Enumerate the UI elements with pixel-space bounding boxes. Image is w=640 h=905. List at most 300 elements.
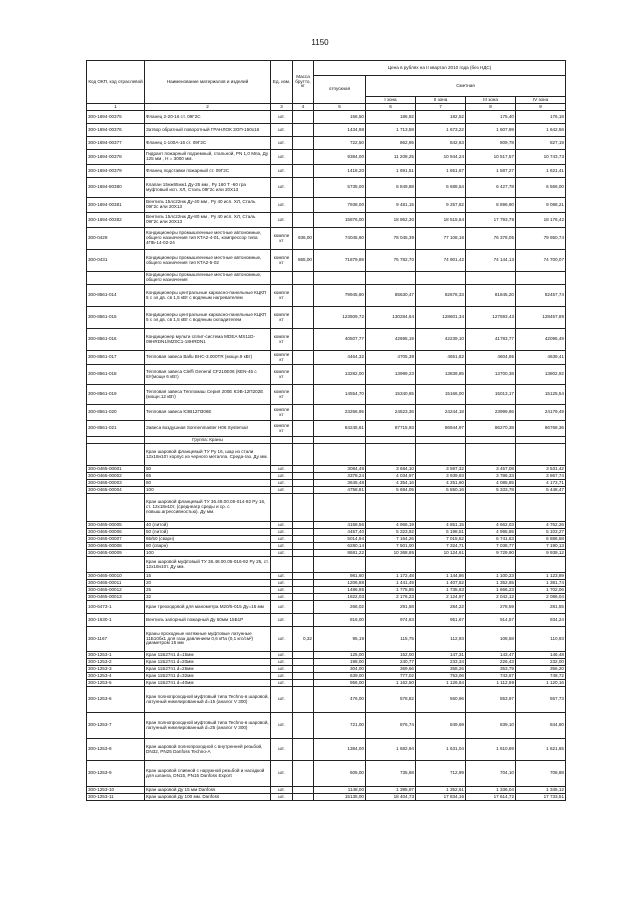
item-mass bbox=[293, 680, 314, 687]
price-zone-4: 18 176,42 bbox=[516, 213, 566, 228]
table-row bbox=[87, 687, 566, 713]
price-zone-2: 284,22 bbox=[416, 601, 466, 614]
price-release bbox=[314, 272, 366, 285]
group-heading-row bbox=[87, 437, 566, 444]
price-zone-2: 753,06 bbox=[416, 673, 466, 680]
table-row bbox=[87, 405, 566, 421]
price-zone-3: 74 144,13 bbox=[466, 250, 516, 272]
price-zone-3 bbox=[466, 272, 516, 285]
price-zone-1: 18 962,30 bbox=[366, 213, 416, 228]
item-unit: шт. bbox=[271, 198, 293, 213]
price-zone-3: 76 378,05 bbox=[466, 228, 516, 250]
price-release: 125,00 bbox=[314, 652, 366, 659]
table-row bbox=[87, 385, 566, 405]
price-zone-2: 849,69 bbox=[416, 713, 466, 739]
table-row bbox=[87, 250, 566, 272]
price-zone-1 bbox=[366, 557, 416, 573]
price-zone-4: 2 086,04 bbox=[516, 594, 566, 601]
price-zone-2: 13839,85 bbox=[416, 365, 466, 385]
price-zone-4: 1 621,65 bbox=[516, 739, 566, 761]
price-release: 156,50 bbox=[314, 111, 366, 124]
item-unit: шт. bbox=[271, 687, 293, 713]
table-row bbox=[87, 652, 566, 659]
item-unit: компле кт bbox=[271, 307, 293, 329]
price-release: 981,60 bbox=[314, 573, 366, 580]
table-row bbox=[87, 285, 566, 307]
price-zone-4: 3 531,42 bbox=[516, 466, 566, 473]
item-mass bbox=[293, 761, 314, 787]
item-unit: шт. bbox=[271, 787, 293, 794]
price-zone-3: 17 793,79 bbox=[466, 213, 516, 228]
item-name: Кран 11Б27п1 d=15мм bbox=[145, 652, 271, 659]
table-row bbox=[87, 601, 566, 614]
price-zone-4 bbox=[516, 494, 566, 522]
price-release: 304,00 bbox=[314, 666, 366, 673]
item-name: Кран шаровой фланцевый ТУ 36.48.00.05-014-92 Ру 16, ст. 12х18н10т, (среднеагр среды и ср. с повыш.агрессивностью). Ду мм. bbox=[145, 494, 271, 522]
item-name: 65/50 (сварн) bbox=[145, 536, 271, 543]
price-zone-4: 7 190,13 bbox=[516, 543, 566, 550]
item-code: 300-1694-00377 bbox=[87, 137, 145, 150]
item-mass bbox=[293, 522, 314, 529]
item-mass bbox=[293, 150, 314, 165]
table-row bbox=[87, 673, 566, 680]
table-row bbox=[87, 494, 566, 522]
col-number: 4 bbox=[293, 104, 314, 111]
item-name: 80 (сварн) bbox=[145, 543, 271, 550]
price-zone-2: 712,99 bbox=[416, 761, 466, 787]
table-row bbox=[87, 761, 566, 787]
item-mass bbox=[293, 285, 314, 307]
item-name: Кран шаровой полнопроходной с внутренней резьбой, DN32, PN25 Danfoss Techno-A bbox=[145, 739, 271, 761]
price-zone-1: 1 775,85 bbox=[366, 587, 416, 594]
item-code: 300-1694-00375 bbox=[87, 111, 145, 124]
item-code: 300-1253-5 bbox=[87, 680, 145, 687]
item-mass bbox=[293, 137, 314, 150]
header-zone-3: III зона bbox=[466, 97, 516, 104]
price-zone-1: 1 713,58 bbox=[366, 124, 416, 137]
item-code: 300-1630-1 bbox=[87, 614, 145, 627]
item-name: Кондиционеры промышленные местные автономные, общего назначения тип КТА2-4-01, компрессор типа 4ПБ-14-02-24 bbox=[145, 228, 271, 250]
price-zone-3: 23999,86 bbox=[466, 405, 516, 421]
price-zone-3: 17 614,72 bbox=[466, 794, 516, 801]
price-zone-4: 110,93 bbox=[516, 627, 566, 652]
price-zone-2: 4651,82 bbox=[416, 351, 466, 365]
price-zone-1: 5 684,05 bbox=[366, 487, 416, 494]
price-zone-2: 17 834,16 bbox=[416, 794, 466, 801]
price-zone-4 bbox=[516, 444, 566, 466]
table-row bbox=[87, 480, 566, 487]
price-zone-2: 1 673,22 bbox=[416, 124, 466, 137]
price-zone-4: 6 886,58 bbox=[516, 536, 566, 543]
price-zone-3: 2 042,12 bbox=[466, 594, 516, 601]
table-row bbox=[87, 587, 566, 594]
item-code: 300-0465-00013 bbox=[87, 594, 145, 601]
item-unit bbox=[271, 494, 293, 522]
item-code: 300-0465-00004 bbox=[87, 487, 145, 494]
item-name: Кондиционеры промышленные местные автономные, общего назначения bbox=[145, 272, 271, 285]
table-row bbox=[87, 198, 566, 213]
table-row bbox=[87, 473, 566, 480]
item-mass bbox=[293, 543, 314, 550]
item-mass bbox=[293, 198, 314, 213]
price-zone-1 bbox=[366, 494, 416, 522]
price-release: 4158,56 bbox=[314, 522, 366, 529]
item-code bbox=[87, 444, 145, 466]
price-zone-2: 1 144,86 bbox=[416, 573, 466, 580]
price-release: 956,00 bbox=[314, 680, 366, 687]
table-row bbox=[87, 165, 566, 178]
price-zone-3: 1 336,04 bbox=[466, 787, 516, 794]
table-row bbox=[87, 550, 566, 557]
price-zone-4: 15125,54 bbox=[516, 385, 566, 405]
price-zone-3: 143,47 bbox=[466, 652, 516, 659]
price-zone-4: 9 939,12 bbox=[516, 550, 566, 557]
price-release: 71879,89 bbox=[314, 250, 366, 272]
price-zone-4: 3 867,74 bbox=[516, 473, 566, 480]
item-unit: шт. bbox=[271, 543, 293, 550]
price-zone-4: 9 088,21 bbox=[516, 198, 566, 213]
col-number: 8 bbox=[466, 104, 516, 111]
price-zone-4: 1 621,41 bbox=[516, 165, 566, 178]
price-zone-2 bbox=[416, 444, 466, 466]
item-name: Кран трехходовой для манометра М20/5-015 Ду=15 мм bbox=[145, 601, 271, 614]
table-row bbox=[87, 487, 566, 494]
item-name: 100 bbox=[145, 487, 271, 494]
price-zone-2: 74 901,42 bbox=[416, 250, 466, 272]
item-unit: шт. bbox=[271, 794, 293, 801]
item-unit: шт. bbox=[271, 473, 293, 480]
table-row bbox=[87, 213, 566, 228]
item-name: Кран 11Б27п1 d=32мм bbox=[145, 673, 271, 680]
item-name: Кондиционеры промышленные местные автономные, общего назначения тип КТА2-5-02 bbox=[145, 250, 271, 272]
price-zone-2: 7 324,71 bbox=[416, 543, 466, 550]
price-zone-3: 6 741,63 bbox=[466, 536, 516, 543]
price-zone-1 bbox=[366, 437, 416, 444]
item-name: Завеса воздушная Sonnenmaster H06 Systemair bbox=[145, 421, 271, 437]
item-mass bbox=[293, 594, 314, 601]
item-name: Кран 11Б27п1 d=20мм bbox=[145, 659, 271, 666]
item-code: 300-1253-2 bbox=[87, 659, 145, 666]
item-unit: шт. bbox=[271, 213, 293, 228]
price-zone-1: 75 782,70 bbox=[366, 250, 416, 272]
item-mass: 936,00 bbox=[293, 228, 314, 250]
price-zone-1: 152,00 bbox=[366, 652, 416, 659]
price-release: 722,50 bbox=[314, 137, 366, 150]
price-zone-3: 1 100,23 bbox=[466, 573, 516, 580]
table-body bbox=[87, 111, 566, 801]
item-code: 300-0465-00008 bbox=[87, 543, 145, 550]
item-unit: компле кт bbox=[271, 405, 293, 421]
item-name: 65 bbox=[145, 473, 271, 480]
price-zone-4: 82457,74 bbox=[516, 285, 566, 307]
price-zone-2: 6 688,54 bbox=[416, 178, 466, 198]
table-row bbox=[87, 466, 566, 473]
price-zone-1: 578,82 bbox=[366, 687, 416, 713]
price-zone-3: 278,59 bbox=[466, 601, 516, 614]
price-zone-3: 86270,38 bbox=[466, 421, 516, 437]
price-release: 84245,61 bbox=[314, 421, 366, 437]
item-name: Фланец подставки пожарный ст. 09Г2С bbox=[145, 165, 271, 178]
item-code: 300-0465-00006 bbox=[87, 529, 145, 536]
item-name: 50 (литой) bbox=[145, 529, 271, 536]
price-zone-3: 108,58 bbox=[466, 627, 516, 652]
price-zone-1: 369,66 bbox=[366, 666, 416, 673]
item-code bbox=[87, 494, 145, 522]
price-release bbox=[314, 444, 366, 466]
price-zone-2: 42239,10 bbox=[416, 329, 466, 351]
price-zone-1: 78 045,39 bbox=[366, 228, 416, 250]
price-zone-1: 87715,93 bbox=[366, 421, 416, 437]
price-zone-1: 1 162,50 bbox=[366, 680, 416, 687]
table-row bbox=[87, 787, 566, 794]
item-code: 300-1694-00381 bbox=[87, 198, 145, 213]
price-release: 13282,00 bbox=[314, 365, 366, 385]
item-mass bbox=[293, 473, 314, 480]
table-row bbox=[87, 272, 566, 285]
price-zone-1: 2 176,23 bbox=[366, 594, 416, 601]
price-release: 8681,22 bbox=[314, 550, 366, 557]
price-zone-4: 4 173,71 bbox=[516, 480, 566, 487]
item-unit: шт. bbox=[271, 111, 293, 124]
item-code: 300-8561-018 bbox=[87, 365, 145, 385]
item-name: Кран шаровой муфтовый ТУ 36.48.00.05-016-92 Ру 25, ст. 12х18н10т. Ду мм. bbox=[145, 557, 271, 573]
item-code: 300-1167 bbox=[87, 627, 145, 652]
table-row bbox=[87, 178, 566, 198]
price-release: 15876,00 bbox=[314, 213, 366, 228]
item-code: 300-0465-00007 bbox=[87, 536, 145, 543]
price-zone-4: 232,00 bbox=[516, 659, 566, 666]
price-release: 4758,81 bbox=[314, 487, 366, 494]
item-name: Кондиционеры центральные каркасно-панельные КЦКП 5 с эл.дв. св 1,5 кВт с водяным нагревателем bbox=[145, 285, 271, 307]
price-zone-4: 86768,36 bbox=[516, 421, 566, 437]
price-zone-3: 839,10 bbox=[466, 713, 516, 739]
price-zone-3: 4 995,85 bbox=[466, 529, 516, 536]
item-mass bbox=[293, 580, 314, 587]
price-zone-4: 281,55 bbox=[516, 601, 566, 614]
item-name: Затвор обратный поворотный ГРАНЛОК ЗОП-150х16 bbox=[145, 124, 271, 137]
table-row bbox=[87, 557, 566, 573]
item-code: 300-0465-00010 bbox=[87, 573, 145, 580]
price-zone-3: 1 607,99 bbox=[466, 124, 516, 137]
price-zone-3: 226,43 bbox=[466, 659, 516, 666]
item-code: 300-0465-00009 bbox=[87, 550, 145, 557]
price-zone-1: 15340,65 bbox=[366, 385, 416, 405]
item-mass bbox=[293, 365, 314, 385]
price-zone-2: 7 015,52 bbox=[416, 536, 466, 543]
header-price-group: Цена в рублях на II квартал 2010 года (без НДС) bbox=[314, 61, 566, 76]
price-zone-3: 175,40 bbox=[466, 111, 516, 124]
table-row bbox=[87, 137, 566, 150]
item-name: Группа: Краны bbox=[145, 437, 271, 444]
item-mass: 865,00 bbox=[293, 250, 314, 272]
item-name: Кран 11Б27п1 d=40мм bbox=[145, 680, 271, 687]
item-unit: шт. bbox=[271, 627, 293, 652]
item-unit: компле кт bbox=[271, 351, 293, 365]
price-zone-1: 291,58 bbox=[366, 601, 416, 614]
table-row bbox=[87, 794, 566, 801]
item-unit: компле кт bbox=[271, 365, 293, 385]
item-unit: шт. bbox=[271, 529, 293, 536]
header-mass: Масса брутто, кг bbox=[293, 61, 314, 104]
item-code: 300-1253-4 bbox=[87, 673, 145, 680]
item-mass bbox=[293, 794, 314, 801]
price-zone-1: 5 323,92 bbox=[366, 529, 416, 536]
item-mass bbox=[293, 111, 314, 124]
price-zone-4 bbox=[516, 272, 566, 285]
item-code: 300-0465-00003 bbox=[87, 480, 145, 487]
price-zone-3: 914,57 bbox=[466, 614, 516, 627]
table-row bbox=[87, 739, 566, 761]
price-zone-2: 358,26 bbox=[416, 666, 466, 673]
price-zone-2 bbox=[416, 272, 466, 285]
table-row bbox=[87, 573, 566, 580]
price-zone-1: 24523,36 bbox=[366, 405, 416, 421]
price-zone-1: 18 404,73 bbox=[366, 794, 416, 801]
item-code: 300-1253-1 bbox=[87, 652, 145, 659]
header-unit: Ед. изм. bbox=[271, 61, 293, 104]
price-zone-1: 4705,39 bbox=[366, 351, 416, 365]
price-zone-2: 182,52 bbox=[416, 111, 466, 124]
price-zone-2: 18 515,64 bbox=[416, 213, 466, 228]
price-release: 5735,00 bbox=[314, 178, 366, 198]
table-row bbox=[87, 627, 566, 652]
item-mass bbox=[293, 494, 314, 522]
price-zone-4: 708,88 bbox=[516, 761, 566, 787]
table-row bbox=[87, 307, 566, 329]
table-row bbox=[87, 421, 566, 437]
item-unit bbox=[271, 444, 293, 466]
price-table bbox=[86, 60, 566, 801]
table-row bbox=[87, 529, 566, 536]
col-number: 5 bbox=[314, 104, 366, 111]
item-unit: шт. bbox=[271, 587, 293, 594]
price-release bbox=[314, 494, 366, 522]
item-code bbox=[87, 557, 145, 573]
table-row bbox=[87, 614, 566, 627]
item-name: Клапан 15нж65нж1 Ду-25 мм , Ру 160 Т -60 гра муфтовый исп. ХЛ, Сталь 09Г2с или 20Х13 bbox=[145, 178, 271, 198]
price-zone-2 bbox=[416, 557, 466, 573]
price-zone-1: 7 501,00 bbox=[366, 543, 416, 550]
price-release bbox=[314, 557, 366, 573]
header-name: Наименование материалов и изделий bbox=[145, 61, 271, 104]
table-row bbox=[87, 150, 566, 165]
price-zone-3 bbox=[466, 444, 516, 466]
price-zone-4: 74 700,07 bbox=[516, 250, 566, 272]
price-zone-1 bbox=[366, 272, 416, 285]
item-mass bbox=[293, 536, 314, 543]
item-mass bbox=[293, 307, 314, 329]
table-row bbox=[87, 666, 566, 673]
header-zone-4: IV зона bbox=[516, 97, 566, 104]
price-release: 23266,95 bbox=[314, 405, 366, 421]
price-zone-3: 1 587,27 bbox=[466, 165, 516, 178]
price-zone-3: 743,67 bbox=[466, 673, 516, 680]
col-number: 6 bbox=[366, 104, 416, 111]
col-number: 2 bbox=[145, 104, 271, 111]
price-zone-1: 876,74 bbox=[366, 713, 416, 739]
item-mass bbox=[293, 666, 314, 673]
item-name: Вентиль запорный пожарный Ду 50мм 15Б1Р bbox=[145, 614, 271, 627]
item-code: 300-1694-80380 bbox=[87, 178, 145, 198]
price-zone-4: 934,24 bbox=[516, 614, 566, 627]
price-zone-2: 3 597,32 bbox=[416, 466, 466, 473]
item-code: 300-1253-11 bbox=[87, 794, 145, 801]
item-mass bbox=[293, 713, 314, 739]
table-row bbox=[87, 536, 566, 543]
price-zone-2: 1 735,63 bbox=[416, 587, 466, 594]
price-release: 1384,00 bbox=[314, 739, 366, 761]
price-zone-3: 7 038,77 bbox=[466, 543, 516, 550]
item-unit: шт. bbox=[271, 739, 293, 761]
price-zone-2: 560,96 bbox=[416, 687, 466, 713]
item-name: Фланец 1-100А-16 ст. 09Г2С bbox=[145, 137, 271, 150]
table-row bbox=[87, 580, 566, 587]
item-unit: шт. bbox=[271, 580, 293, 587]
price-release: 4464,32 bbox=[314, 351, 366, 365]
item-code: 300-1253-7 bbox=[87, 713, 145, 739]
col-number: 7 bbox=[416, 104, 466, 111]
item-code bbox=[87, 272, 145, 285]
item-name: Тепловая завеса Ballu BHC-3.000TR (мощн.9 кВт) bbox=[145, 351, 271, 365]
price-zone-3: 15013,17 bbox=[466, 385, 516, 405]
price-zone-1: 1 172,48 bbox=[366, 573, 416, 580]
price-release: 74045,60 bbox=[314, 228, 366, 250]
price-zone-2: 112,93 bbox=[416, 627, 466, 652]
price-release: 198,00 bbox=[314, 659, 366, 666]
item-unit: компле кт bbox=[271, 385, 293, 405]
item-name: Вентиль 15лс22нж Ду-80 мм , Ру 40 исп. ХЛ, Сталь 09Г2с или 20Х13 bbox=[145, 213, 271, 228]
price-zone-1: 13999,23 bbox=[366, 365, 416, 385]
table-row bbox=[87, 111, 566, 124]
price-zone-3: 1 352,65 bbox=[466, 580, 516, 587]
item-mass bbox=[293, 557, 314, 573]
header-zone-1: I зона bbox=[366, 97, 416, 104]
price-zone-2: 1 352,61 bbox=[416, 787, 466, 794]
price-zone-4 bbox=[516, 437, 566, 444]
item-unit: шт. bbox=[271, 550, 293, 557]
price-zone-3: 553,97 bbox=[466, 687, 516, 713]
item-name: Кран 11Б27п1 d=25мм bbox=[145, 666, 271, 673]
item-name: Кран полнопроходной муфтовый типа Techno-в шаровой, латунный никелированный d=25 (аналог V 300) bbox=[145, 713, 271, 739]
price-zone-2: 4 251,60 bbox=[416, 480, 466, 487]
price-zone-1: 240,77 bbox=[366, 659, 416, 666]
item-name: 100 bbox=[145, 550, 271, 557]
item-mass bbox=[293, 437, 314, 444]
item-code: 300-1253-3 bbox=[87, 666, 145, 673]
item-name: 25 bbox=[145, 587, 271, 594]
price-zone-1: 186,92 bbox=[366, 111, 416, 124]
price-zone-2: 82678,33 bbox=[416, 285, 466, 307]
price-zone-4: 1 642,56 bbox=[516, 124, 566, 137]
item-name: 15 bbox=[145, 573, 271, 580]
item-unit: шт. bbox=[271, 466, 293, 473]
price-zone-3: 3 457,08 bbox=[466, 466, 516, 473]
item-mass bbox=[293, 687, 314, 713]
price-zone-2: 77 108,16 bbox=[416, 228, 466, 250]
price-zone-2 bbox=[416, 437, 466, 444]
price-zone-4 bbox=[516, 557, 566, 573]
price-release: 95,19 bbox=[314, 627, 366, 652]
item-unit: шт. bbox=[271, 178, 293, 198]
item-code: 300-8561-021 bbox=[87, 421, 145, 437]
item-code: 300-1253-6 bbox=[87, 687, 145, 713]
price-release: 1822,03 bbox=[314, 594, 366, 601]
item-name: 80 bbox=[145, 480, 271, 487]
price-zone-2 bbox=[416, 494, 466, 522]
item-unit: шт. bbox=[271, 124, 293, 137]
item-mass bbox=[293, 405, 314, 421]
price-zone-3: 1 666,23 bbox=[466, 587, 516, 594]
